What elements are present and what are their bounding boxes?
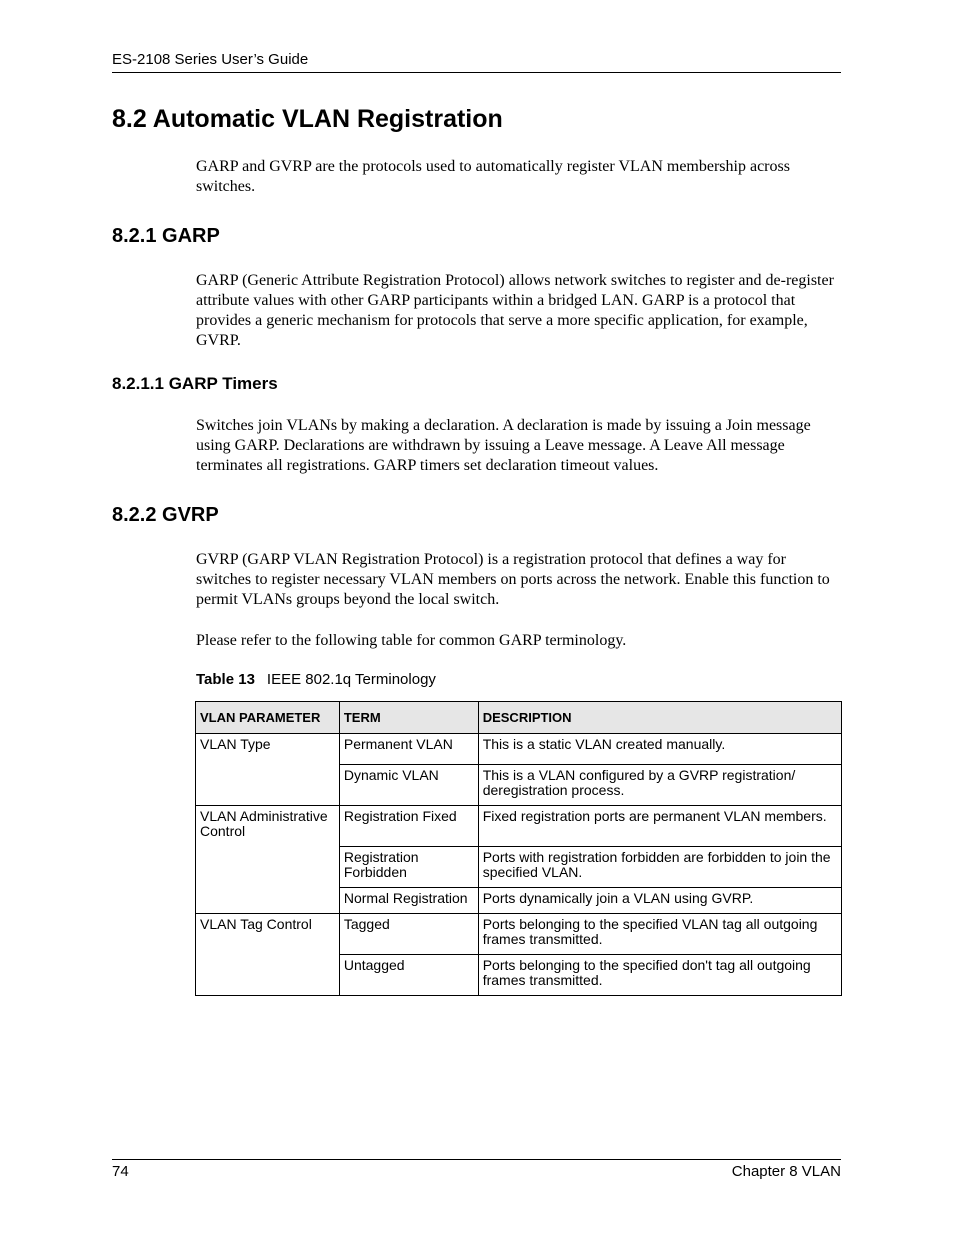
- param-cell: VLAN Tag Control: [196, 914, 340, 996]
- gvrp-refer: Please refer to the following table for common GARP terminology.: [196, 632, 627, 649]
- chapter-label: Chapter 8 VLAN: [731, 1163, 841, 1180]
- param-cell: VLAN Type: [196, 734, 340, 806]
- description-cell: Ports belonging to the specified don't tag all outgoing frames transmitted.: [478, 955, 841, 996]
- garp-heading: 8.2.1 GARP: [112, 225, 220, 247]
- term-cell: Dynamic VLAN: [339, 765, 478, 806]
- description-cell: This is a static VLAN created manually.: [478, 734, 841, 765]
- section-title: 8.2 Automatic VLAN Registration: [112, 105, 503, 133]
- description-cell: Ports belonging to the specified VLAN tag all outgoing frames transmitted.: [478, 914, 841, 955]
- guide-title: ES-2108 Series User’s Guide: [112, 51, 309, 68]
- term-cell: Untagged: [339, 955, 478, 996]
- table-caption-title: IEEE 802.1q Terminology: [266, 671, 436, 688]
- section-intro: GARP and GVRP are the protocols used to automatically register VLAN membership across switches.: [196, 158, 790, 195]
- table-caption: [196, 671, 436, 689]
- page-number: 74: [112, 1163, 129, 1180]
- term-cell: Registration Fixed: [339, 806, 478, 847]
- garp-timers-heading: 8.2.1.1 GARP Timers: [112, 374, 278, 393]
- gvrp-heading: 8.2.2 GVRP: [112, 504, 219, 526]
- term-cell: Normal Registration: [339, 888, 478, 914]
- terminology-table: [195, 701, 842, 996]
- header-description: DESCRIPTION: [478, 702, 841, 734]
- garp-timers-body: Switches join VLANs by making a declaration. A declaration is made by issuing a Join message using GARP. Declarations are withdrawn by issuing a Leave message. A Leave All message terminates all registrations. GARP timers set declaration timeout values.: [196, 417, 811, 474]
- running-footer: [112, 1159, 841, 1180]
- term-cell: Tagged: [339, 914, 478, 955]
- table-caption-number: Table 13: [196, 671, 255, 688]
- gvrp-body: GVRP (GARP VLAN Registration Protocol) is a registration protocol that defines a way for switches to register necessary VLAN members on ports across the network. Enable this function to permit VLANs groups beyond the local switch.: [196, 551, 830, 608]
- term-cell: Registration Forbidden: [339, 847, 478, 888]
- description-cell: Ports with registration forbidden are forbidden to join the specified VLAN.: [478, 847, 841, 888]
- garp-body: GARP (Generic Attribute Registration Protocol) allows network switches to register and de-register attribute values with other GARP participants within a bridged LAN. GARP is a protocol that provides a generic mechanism for protocols that serve a more specific application, for example, GVRP.: [196, 272, 834, 349]
- param-cell: VLAN Administrative Control: [196, 806, 340, 914]
- table-row: [196, 806, 842, 847]
- description-cell: This is a VLAN configured by a GVRP registration/ deregistration process.: [478, 765, 841, 806]
- description-cell: Ports dynamically join a VLAN using GVRP.: [478, 888, 841, 914]
- table-header-row: [196, 702, 842, 734]
- header-term: TERM: [339, 702, 478, 734]
- description-cell: Fixed registration ports are permanent VLAN members.: [478, 806, 841, 847]
- table-row: [196, 734, 842, 765]
- header-vlan-parameter: VLAN PARAMETER: [196, 702, 340, 734]
- term-cell: Permanent VLAN: [339, 734, 478, 765]
- table-row: [196, 914, 842, 955]
- running-header: [112, 51, 841, 73]
